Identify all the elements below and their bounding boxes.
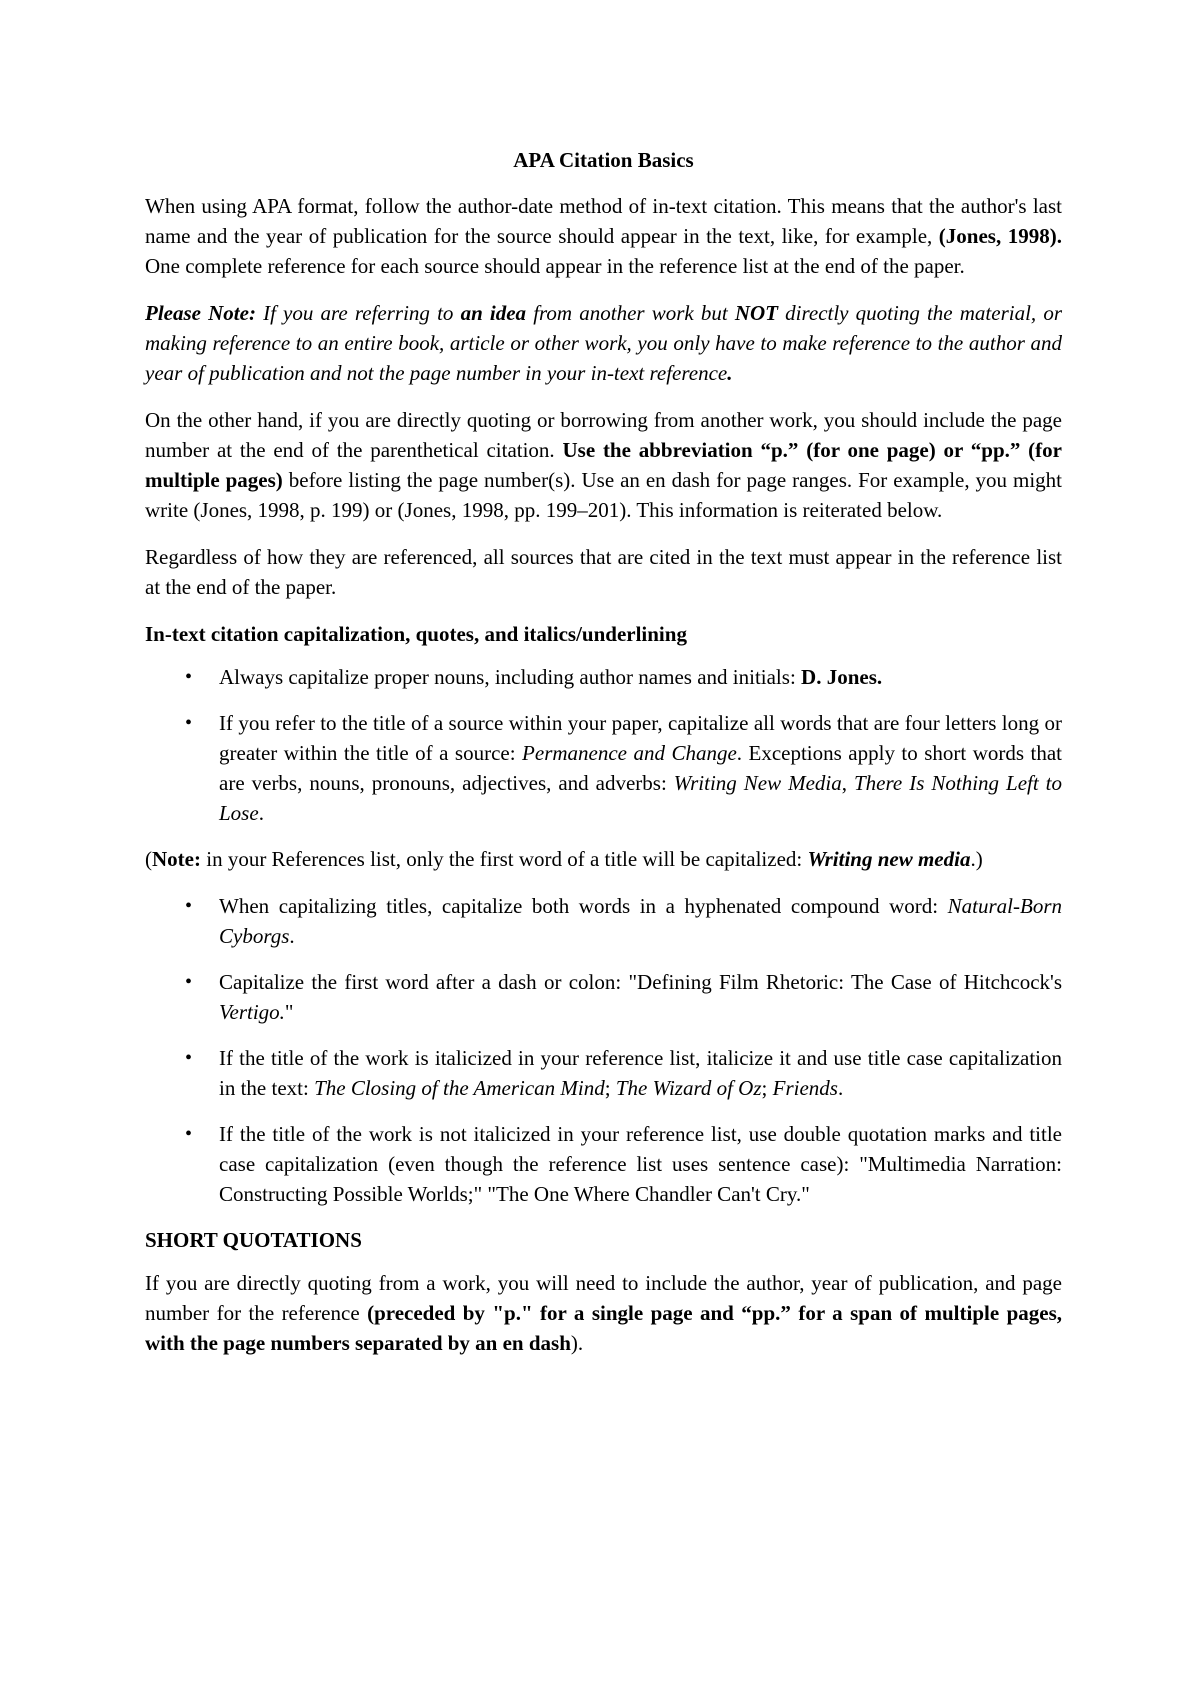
list-item: • Capitalize the first word after a dash or colon: "Defining Film Rhetoric: The Case of Hitchcock's Vertigo." — [145, 967, 1062, 1027]
please-note-paragraph: Please Note: If you are referring to an idea from another work but NOT directly quoting the material, or making reference to an entire book, article or other work, you only have to make reference to the author and year of publication and not the page number in your in-text reference. — [145, 301, 1062, 385]
capitalization-list — [145, 662, 1062, 828]
reference-list-paragraph: Regardless of how they are referenced, all sources that are cited in the text must appear in the reference list at the end of the paper. — [145, 545, 1062, 599]
please-note-label: Please Note: — [145, 301, 256, 325]
list-item: • If you refer to the title of a source within your paper, capitalize all words that are four letters long or greater within the title of a source: Permanence and Change. Exceptions apply to short words that are verbs, nouns, pronouns, adjectives, and adverbs: Writing New Media, There Is Nothing Left to Lose. — [145, 708, 1062, 828]
bullet-icon: • — [185, 712, 193, 734]
example-citation: (Jones, 1998). — [938, 224, 1062, 248]
intro-paragraph: When using APA format, follow the author-date method of in-text citation. This means that the author's last name and the year of publication for the source should appear in the text, like, for example, (Jones, 1998). One complete reference for each source should appear in the reference list at the end of the paper. — [145, 194, 1062, 278]
list-item: • When capitalizing titles, capitalize both words in a hyphenated compound word: Natural-Born Cyborgs. — [145, 891, 1062, 951]
bullet-icon: • — [185, 971, 193, 993]
references-note-paragraph: (Note: in your References list, only the first word of a title will be capitalized: Writing new media.) — [145, 847, 983, 871]
bullet-icon: • — [185, 666, 193, 688]
bullet-icon: • — [185, 1047, 193, 1069]
list-item: • If the title of the work is not italicized in your reference list, use double quotation marks and title case capitalization (even though the reference list uses sentence case): "Multimedia Narration: Constructing Possible Worlds;" "The One Where Chandler Can't Cry." — [145, 1119, 1062, 1209]
document-body — [145, 145, 1062, 1375]
bullet-icon: • — [185, 895, 193, 917]
note-label: Note: — [152, 847, 201, 871]
list-item: • If the title of the work is italicized in your reference list, italicize it and use title case capitalization in the text: The Closing of the American Mind; The Wizard of Oz; Friends. — [145, 1043, 1062, 1103]
abbreviation-rule: Use the abbreviation “p.” (for one page) or “pp.” (for multiple pages) — [145, 438, 1062, 492]
short-quotations-paragraph: If you are directly quoting from a work, you will need to include the author, year of publication, and page number for the reference (preceded by "p." for a single page and “pp.” for a span of multiple pages, with the page numbers separated by an en dash). — [145, 1271, 1062, 1355]
quoting-paragraph: On the other hand, if you are directly quoting or borrowing from another work, you should include the page number at the end of the parenthetical citation. Use the abbreviation “p.” (for one page) or “pp.” (for multiple pages) before listing the page number(s). Use an en dash for page ranges. For example, you might write (Jones, 1998, p. 199) or (Jones, 1998, pp. 199–201). This information is reiterated below. — [145, 408, 1063, 522]
section-heading-short-quotations: SHORT QUOTATIONS — [145, 1228, 362, 1252]
document-title: APA Citation Basics — [513, 148, 694, 172]
section-heading-capitalization: In-text citation capitalization, quotes, and italics/underlining — [145, 622, 687, 646]
title-rules-list — [145, 891, 1062, 1209]
bullet-icon: • — [185, 1123, 193, 1145]
list-item: • Always capitalize proper nouns, including author names and initials: D. Jones. — [145, 662, 1062, 692]
